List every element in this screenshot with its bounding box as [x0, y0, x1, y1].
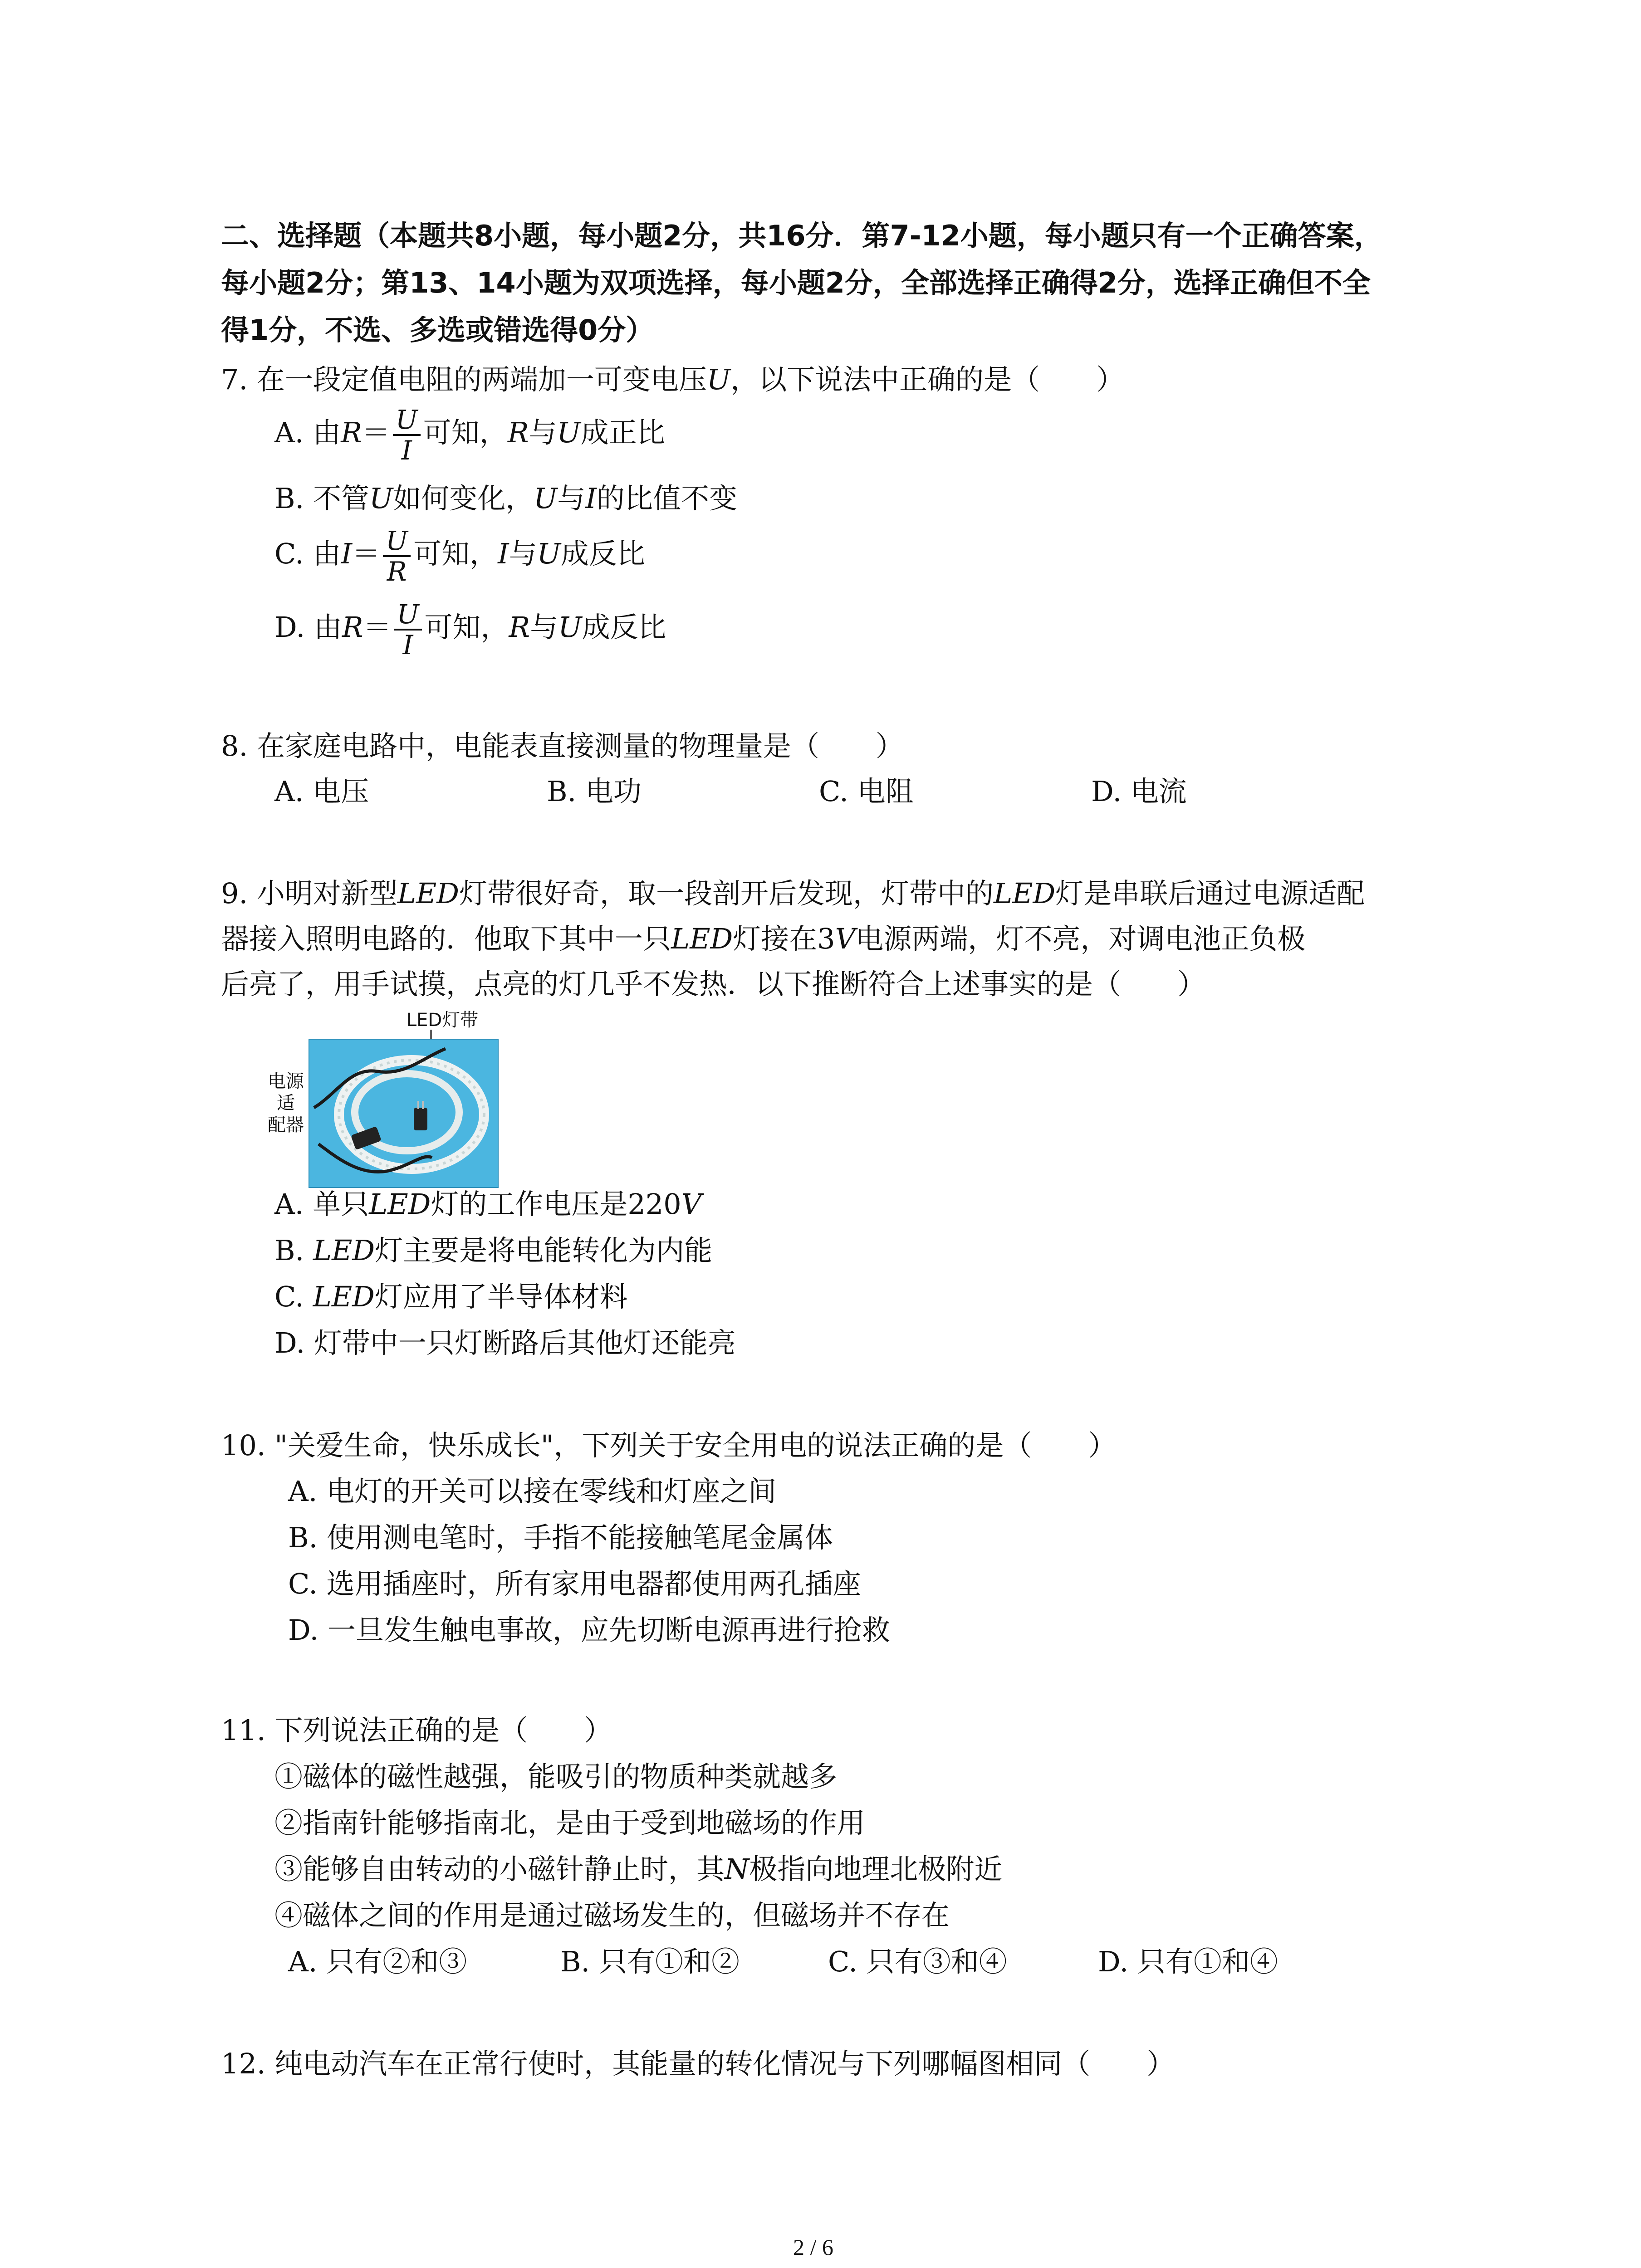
- q8-option-a: A. 电压: [274, 775, 369, 808]
- q8-option-b: B. 电功: [547, 775, 642, 808]
- section-heading-line3: 得1分，不选、多选或错选得0分）: [221, 313, 654, 347]
- q10-option-d: D. 一旦发生触电事故，应先切断电源再进行抢救: [288, 1613, 890, 1647]
- figure-label-led-strip: LED灯带: [406, 1010, 479, 1031]
- q7-option-a: A. 由R＝ $\frac{U}{I}$ 可知，R与U成正比: [274, 404, 665, 466]
- q12-stem: 12. 纯电动汽车在正常行使时，其能量的转化情况与下列哪幅图相同（ ）: [221, 2047, 1175, 2080]
- q10-stem: 10. "关爱生命，快乐成长"，下列关于安全用电的说法正确的是（ ）: [221, 1429, 1117, 1462]
- figure-label-adapter: 电源 适 配器: [268, 1071, 304, 1135]
- q11-option-c: C. 只有③和④: [828, 1945, 1007, 1978]
- q9-stem-line3: 后亮了，用手试摸，点亮的灯几乎不发热．以下推断符合上述事实的是（ ）: [221, 968, 1206, 1001]
- q9-option-d: D. 灯带中一只灯断路后其他灯还能亮: [274, 1326, 736, 1359]
- q11-statement-3: ③能够自由转动的小磁针静止时，其N极指向地理北极附近: [274, 1853, 1003, 1886]
- q9-option-a: A. 单只LED灯的工作电压是220V: [274, 1188, 702, 1221]
- q9-stem-line2: 器接入照明电路的．他取下其中一只LED灯接在3V电源两端，灯不亮，对调电池正负极: [221, 922, 1306, 955]
- q10-option-c: C. 选用插座时，所有家用电器都使用两孔插座: [288, 1567, 861, 1600]
- q7-option-c: C. 由I＝ $\frac{U}{R}$ 可知，I与U成反比: [274, 525, 645, 587]
- q8-stem: 8. 在家庭电路中，电能表直接测量的物理量是（ ）: [221, 729, 904, 763]
- fraction: $\frac{U}{R}$: [383, 526, 411, 586]
- q11-stem: 11. 下列说法正确的是（ ）: [221, 1714, 612, 1747]
- q8-option-c: C. 电阻: [819, 775, 914, 808]
- q11-option-b: B. 只有①和②: [560, 1945, 740, 1978]
- page-number: 2 / 6: [793, 2234, 833, 2260]
- q7-stem: 7. 在一段定值电阻的两端加一可变电压U，以下说法中正确的是（ ）: [221, 363, 1125, 396]
- q11-option-a: A. 只有②和③: [288, 1945, 467, 1978]
- q11-statement-4: ④磁体之间的作用是通过磁场发生的，但磁场并不存在: [274, 1899, 950, 1932]
- q9-option-c: C. LED灯应用了半导体材料: [274, 1280, 628, 1313]
- led-strip-illustration: [309, 1040, 498, 1187]
- led-strip-photo: [309, 1039, 499, 1188]
- q10-option-a: A. 电灯的开关可以接在零线和灯座之间: [288, 1475, 777, 1508]
- q9-stem-line1: 9. 小明对新型LED灯带很好奇，取一段剖开后发现，灯带中的LED灯是串联后通过电源适配: [221, 877, 1365, 910]
- q11-option-d: D. 只有①和④: [1098, 1945, 1278, 1978]
- fraction: $\frac{U}{I}$: [394, 600, 422, 660]
- q7-option-b: B. 不管U如何变化，U与I的比值不变: [274, 482, 738, 515]
- q7-option-d: D. 由R＝ $\frac{U}{I}$ 可知，R与U成反比: [274, 599, 666, 660]
- q11-statement-1: ①磁体的磁性越强，能吸引的物质种类就越多: [274, 1760, 838, 1793]
- q9-option-b: B. LED灯主要是将电能转化为内能: [274, 1234, 713, 1267]
- q10-option-b: B. 使用测电笔时，手指不能接触笔尾金属体: [288, 1521, 833, 1554]
- fraction: $\frac{U}{I}$: [393, 405, 421, 465]
- q8-option-d: D. 电流: [1091, 775, 1187, 808]
- section-heading-line2: 每小题2分；第13、14小题为双项选择，每小题2分，全部选择正确得2分，选择正确但不全: [221, 266, 1371, 299]
- q11-statement-2: ②指南针能够指南北，是由于受到地磁场的作用: [274, 1806, 866, 1839]
- section-heading-line1: 二、选择题（本题共8小题，每小题2分，共16分．第7-12小题，每小题只有一个正确答案，: [221, 219, 1382, 252]
